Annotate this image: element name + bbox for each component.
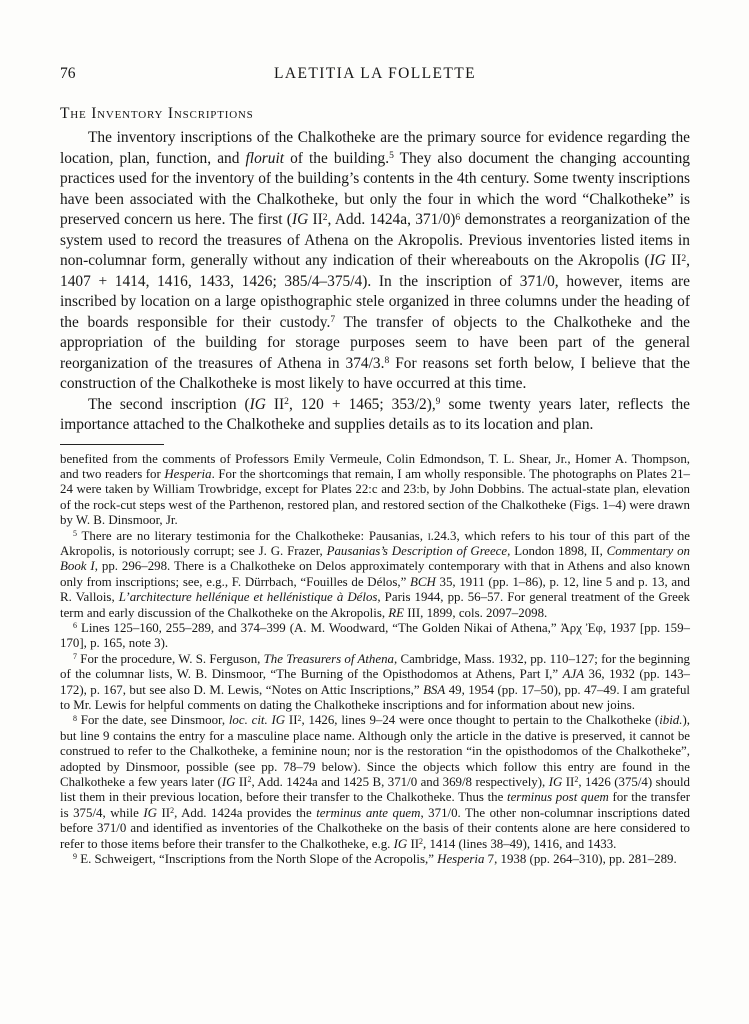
body-text [60, 128, 690, 436]
footnotes-section [60, 452, 690, 868]
footnote-separator-rule [60, 444, 164, 445]
footnote-continuation: benefited from the comments of Professors Emily Vermeule, Colin Edmondson, T. L. Shear, Jr., Homer A. Thompson, and two readers for Hesperia. For the shortcomings that remain, I am wholly responsible. The photographs on Plates 21–24 were taken by William Trowbridge, except for Plates 22:c and 23:b, by John Dobbins. The actual-state plan, elevation of the rock-cut steps west of the Parthenon, restored plan, and restored section of the Chalkotheke (Figs. 1–4) were drawn by W. B. Dinsmoor, Jr. [60, 451, 690, 528]
body-paragraph-2: The second inscription (IG $II^2$, 120 + 1465; 353/2),$^9$ some twenty years later, reflects the importance attached to the Chalkotheke and supplies details as to its location and plan. [60, 395, 690, 433]
footnote-9: $^9$ E. Schweigert, “Inscriptions from the North Slope of the Acropolis,” Hesperia 7, 1938 (pp. 264–310), pp. 281–289. [73, 852, 677, 867]
footnote-5: $^5$ There are no literary testimonia for the Chalkotheke: Pausanias, i.24.3, which refers to his tour of this part of the Akropolis, is notoriously corrupt; see J. G. Frazer, Pausanias’s Description of Greece, London 1898, II, Commentary on Book I, pp. 296–298. There is a Chalkotheke on Delos approximately contemporary with that in Athens and also known only from inscriptions; see, e.g., F. Dürrbach, “Fouilles de Délos,” BCH 35, 1911 (pp. 1–86), p. 12, line 5 and p. 13, and R. Vallois, L’architecture hellénique et hellénistique à Délos, Paris 1944, pp. 56–57. For general treatment of the Greek term and early discussion of the Chalkotheke on the Akropolis, RE III, 1899, cols. 2097–2098. [60, 528, 691, 620]
running-head: LAETITIA LA FOLLETTE [274, 65, 476, 82]
footnote-6: $^6$ Lines 125–160, 255–289, and 374–399 (A. M. Woodward, “The Golden Nikai of Athena,” Ἀρχ Ἐφ, 1937 [pp. 159–170], p. 165, note 3). [60, 620, 690, 651]
footnote-8: $^8$ For the date, see Dinsmoor, loc. cit. IG $II^2$, 1426, lines 9–24 were once thought to pertain to the Chalkotheke (ibid.), but line 9 contains the entry for a masculine place name. Although only the article in the dative is preserved, it cannot be construed to refer to the Chalkotheke, a feminine noun; nor is the restoration “in the opisthodomos of the Chalkotheke”, adopted by Dinsmoor, possible (see pp. 78–79 below). Since the objects which follow this entry are found in the Chalkotheke a few years later (IG $II^2$, Add. 1424a and 1425 B, 371/0 and 369/8 respectively), IG $II^2$, 1426 (375/4) should list them in their previous location, before their transfer to the Chalkotheke. Thus the terminus post quem for the transfer is 375/4, while IG $II^2$, Add. 1424a provides the terminus ante quem, 371/0. The other non-columnar inscriptions dated before 371/0 and identified as inventories of the Chalkotheke on the basis of their contents alone are here considered to refer to those items before their transfer to the Chalkotheke, e.g. IG $II^2$, 1414 (lines 38–49), 1416, and 1433. [60, 713, 690, 851]
page-header [60, 64, 690, 83]
page-number: 76 [60, 65, 76, 82]
text-column [60, 64, 690, 867]
body-paragraph-1: The inventory inscriptions of the Chalkotheke are the primary source for evidence regarding the location, plan, function, and floruit of the building.$^5$ They also document the changing accounting practices used for the inventory of the building’s contents in the 4th century. Some twenty inscriptions have been associated with the Chalkotheke, but only the four in which the word “Chalkotheke” is preserved concern us here. The first (IG $II^2$, Add. 1424a, 371/0)$^6$ demonstrates a reorganization of the system used to record the treasures of Athena on the Akropolis. Previous inventories listed items in non-columnar form, generally without any indication of their whereabouts on the Akropolis (IG $II^2$, 1407 + 1414, 1416, 1433, 1426; 385/4–375/4). In the inscription of 371/0, however, items are inscribed by location on a large opisthographic stele organized in three columns under the heading of the boards responsible for their custody.$^7$ The transfer of objects to the Chalkotheke and the appropriation of the building for storage purposes seem to have been part of the general reorganization of the treasures of Athena in 374/3.$^8$ For reasons set forth below, I believe that the construction of the Chalkotheke is most likely to have occurred at this time. [60, 129, 691, 392]
section-heading: The Inventory Inscriptions [60, 105, 254, 122]
footnote-7: $^7$ For the procedure, W. S. Ferguson, The Treasurers of Athena, Cambridge, Mass. 1932, pp. 110–127; for the beginning of the columnar lists, W. B. Dinsmoor, “The Burning of the Opisthodomos at Athens, Part I,” AJA 36, 1932 (pp. 143–172), p. 167, but see also D. M. Lewis, “Notes on Attic Inscriptions,” BSA 49, 1954 (pp. 17–50), pp. 47–49. I am grateful to Mr. Lewis for helpful comments on dating the Chalkotheke inscriptions and for information about new joins. [60, 651, 690, 712]
